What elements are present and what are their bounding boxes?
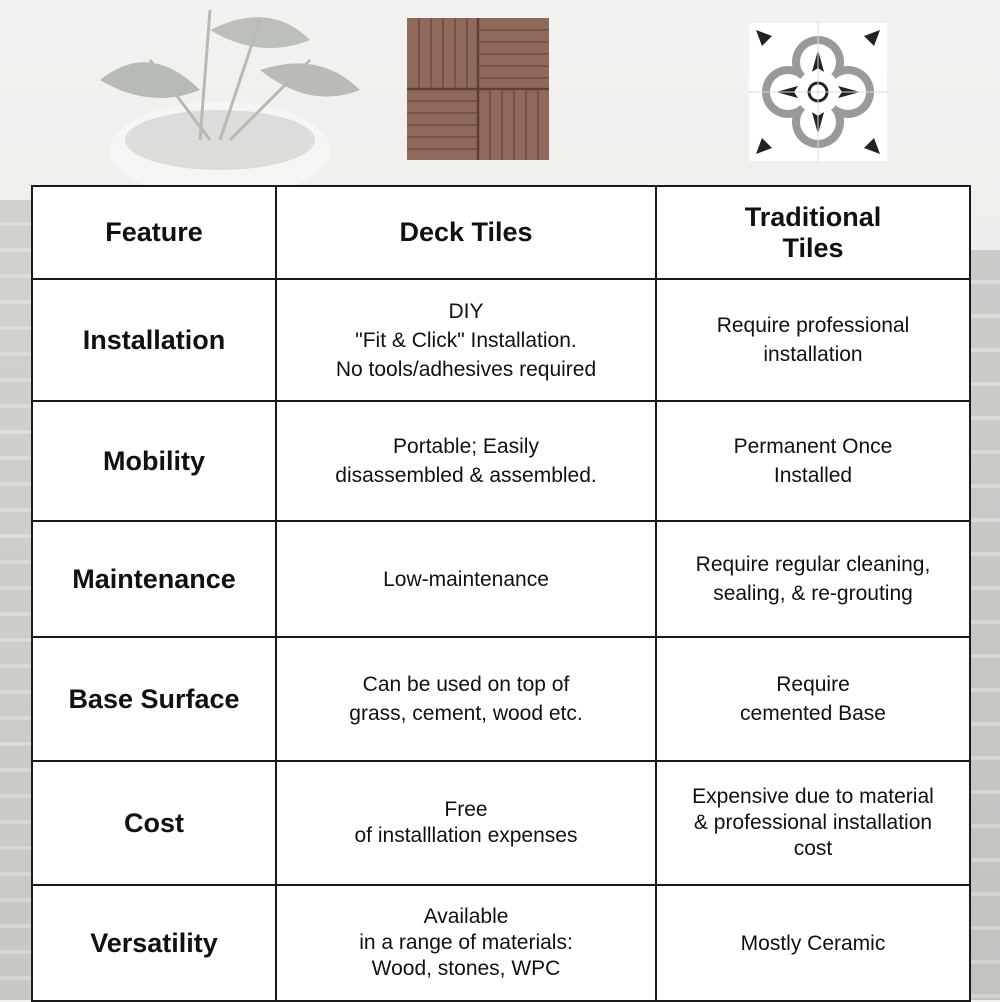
deck-background-right: [966, 250, 1000, 1000]
traditional-cell: Require professional installation: [656, 279, 970, 401]
feature-cell: Installation: [32, 279, 276, 401]
deck-cell: Free of installlation expenses: [276, 761, 656, 885]
traditional-cell: Expensive due to material & professional installation cost: [656, 761, 970, 885]
table-row: [32, 637, 970, 761]
feature-cell: Base Surface: [32, 637, 276, 761]
plant-background-image: [60, 0, 380, 200]
traditional-cell: Mostly Ceramic: [656, 885, 970, 1001]
feature-cell: Versatility: [32, 885, 276, 1001]
table-header-row: [32, 186, 970, 279]
deck-cell: Portable; Easily disassembled & assembled.: [276, 401, 656, 521]
deck-cell: DIY "Fit & Click" Installation. No tools/adhesives required: [276, 279, 656, 401]
traditional-cell: Permanent Once Installed: [656, 401, 970, 521]
table-row: [32, 521, 970, 637]
traditional-cell: Require cemented Base: [656, 637, 970, 761]
table-row: [32, 885, 970, 1001]
table-row: [32, 401, 970, 521]
deck-tile-image: [407, 18, 549, 160]
feature-cell: Maintenance: [32, 521, 276, 637]
table-row: [32, 761, 970, 885]
feature-cell: Cost: [32, 761, 276, 885]
deck-cell: Low-maintenance: [276, 521, 656, 637]
feature-cell: Mobility: [32, 401, 276, 521]
traditional-cell: Require regular cleaning, sealing, & re-grouting: [656, 521, 970, 637]
deck-cell: Can be used on top of grass, cement, wood etc.: [276, 637, 656, 761]
table-row: [32, 279, 970, 401]
ceramic-tile-image: [748, 22, 888, 162]
comparison-table: [31, 185, 971, 1002]
deck-cell: Available in a range of materials: Wood, stones, WPC: [276, 885, 656, 1001]
header-traditional-tiles: Traditional Tiles: [656, 186, 970, 279]
header-feature: Feature: [32, 186, 276, 279]
header-deck-tiles: Deck Tiles: [276, 186, 656, 279]
